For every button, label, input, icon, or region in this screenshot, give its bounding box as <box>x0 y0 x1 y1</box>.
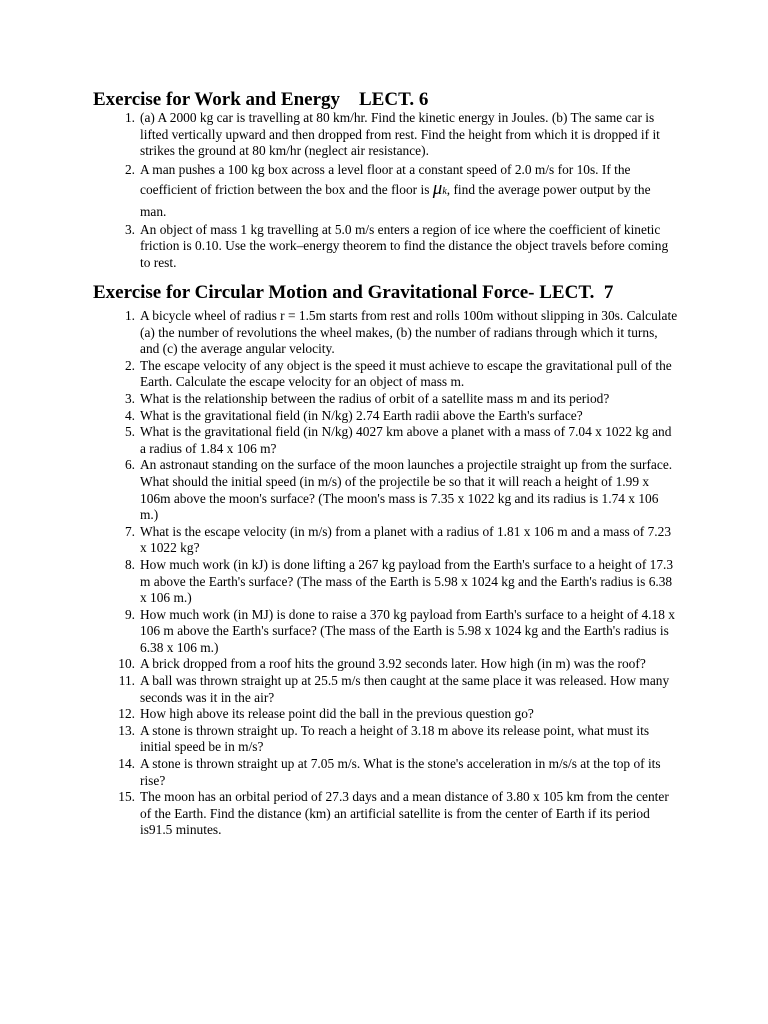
list-item <box>113 673 678 706</box>
item-text: (a) A 2000 kg car is travelling at 80 km/hr. Find the kinetic energy in Joules. (b) The same car is lifted vertically upward and then dropped from rest. Find the height from which it is dropped if it strikes the ground at 80 km/hr (neglect air resistance). <box>140 110 660 159</box>
list-item <box>113 789 678 839</box>
item-text: A bicycle wheel of radius r = 1.5m starts from rest and rolls 100m without slipping in 30s. Calculate (a) the number of revolutions the wheel makes, (b) the number of radians through which it turns, and (c) the average angular velocity. <box>140 308 678 357</box>
item-text: What is the gravitational field (in N/kg) 4027 km above a planet with a mass of 7.04 x 1022 kg and a radius of 1.84 x 106 m? <box>140 424 672 456</box>
circular-motion-exercise-list <box>113 308 678 839</box>
item-number: 14. <box>118 756 135 772</box>
list-item <box>113 110 678 160</box>
item-text: A brick dropped from a roof hits the ground 3.92 seconds later. How high (in m) was the roof? <box>140 656 646 672</box>
list-item <box>113 222 678 272</box>
item-number: 2. <box>124 357 135 373</box>
list-item <box>113 723 678 756</box>
item-text: A ball was thrown straight up at 25.5 m/s then caught at the same place it was released. How many seconds was it in the air? <box>140 673 670 705</box>
item-text: How much work (in kJ) is done lifting a 267 kg payload from the Earth's surface to a height of 17.3 m above the Earth's surface? (The mass of the Earth is 5.98 x 1024 kg and the Earth's radius is 6.38 x 106 m.) <box>140 556 674 606</box>
item-text: How much work (in MJ) is done to raise a 370 kg payload from Earth's surface to a height of 4.18 x 106 m above the Earth's surface? (The mass of the Earth is 5.98 x 1024 kg and the Earth's radius is 6.38 x 106 m.) <box>140 606 675 655</box>
work-energy-exercise-list <box>113 110 678 272</box>
list-item <box>113 160 678 222</box>
item-number: 9. <box>124 606 135 622</box>
item-number: 12. <box>118 706 135 722</box>
item-text: A stone is thrown straight up. To reach a height of 3.18 m above its release point, what must its initial speed be in m/s? <box>140 722 650 755</box>
item-number: 4. <box>124 407 135 423</box>
item-text: An object of mass 1 kg travelling at 5.0 m/s enters a region of ice where the coefficient of kinetic friction is 0.10. Use the work–energy theorem to find the distance the object travels before coming to rest. <box>140 221 669 270</box>
list-item <box>113 706 678 723</box>
item-text: The moon has an orbital period of 27.3 days and a mean distance of 3.80 x 105 km from the center of the Earth. Find the distance (km) an artificial satellite is from the center of Earth if its period is91.5 minutes. <box>140 789 669 838</box>
section-heading-circular-motion: Exercise for Circular Motion and Gravitational Force- LECT. 7 <box>93 282 614 303</box>
list-item <box>113 391 678 408</box>
list-item <box>113 424 678 457</box>
list-item <box>113 756 678 789</box>
item-number: 7. <box>124 523 135 539</box>
mu-subscript: k <box>442 185 447 197</box>
item-text: What is the relationship between the radius of orbit of a satellite mass m and its period? <box>140 390 610 406</box>
item-text: What is the escape velocity (in m/s) from a planet with a radius of 1.81 x 106 m and a mass of 7.23 x 1022 kg? <box>140 523 672 556</box>
list-item <box>113 557 678 607</box>
item-text: The escape velocity of any object is the speed it must achieve to escape the gravitational pull of the Earth. Calculate the escape velocity for an object of mass m. <box>140 357 672 390</box>
item-number: 5. <box>124 424 135 440</box>
list-item <box>113 524 678 557</box>
item-number: 1. <box>124 110 135 125</box>
item-text: An astronaut standing on the surface of the moon launches a projectile straight up from the surface. What should the initial speed (in m/s) of the projectile be so that it will reach a height of 1.99 x 106m above the moon's surface? (The moon's mass is 7.35 x 1022 kg and its radius is 1.74 x 106 m.) <box>140 457 673 523</box>
item-number: 1. <box>124 308 135 323</box>
item-number: 3. <box>124 390 135 406</box>
mu-symbol: μ <box>432 177 443 199</box>
list-item <box>113 607 678 657</box>
list-item <box>113 408 678 425</box>
list-item <box>113 308 678 358</box>
item-number: 6. <box>124 457 135 473</box>
item-text-continued: , find the average power output by the man. <box>140 181 651 219</box>
item-number: 11. <box>118 673 135 689</box>
item-number: 13. <box>118 722 135 738</box>
list-item <box>113 457 678 523</box>
item-number: 15. <box>118 789 135 805</box>
list-item <box>113 656 678 673</box>
item-text: A man pushes a 100 kg box across a level floor at a constant speed of 2.0 m/s for 10s. If the coefficient of friction between the box and the floor is <box>140 161 631 197</box>
item-number: 2. <box>124 161 135 177</box>
item-number: 3. <box>124 221 135 237</box>
item-text: What is the gravitational field (in N/kg) 2.74 Earth radii above the Earth's surface? <box>140 407 583 423</box>
item-text: A stone is thrown straight up at 7.05 m/s. What is the stone's acceleration in m/s/s at the top of its rise? <box>140 756 661 788</box>
item-number: 10. <box>118 656 135 672</box>
section-heading-work-energy: Exercise for Work and Energy LECT. 6 <box>93 89 429 110</box>
item-text: How high above its release point did the ball in the previous question go? <box>140 706 534 722</box>
list-item <box>113 358 678 391</box>
item-number: 8. <box>124 556 135 572</box>
